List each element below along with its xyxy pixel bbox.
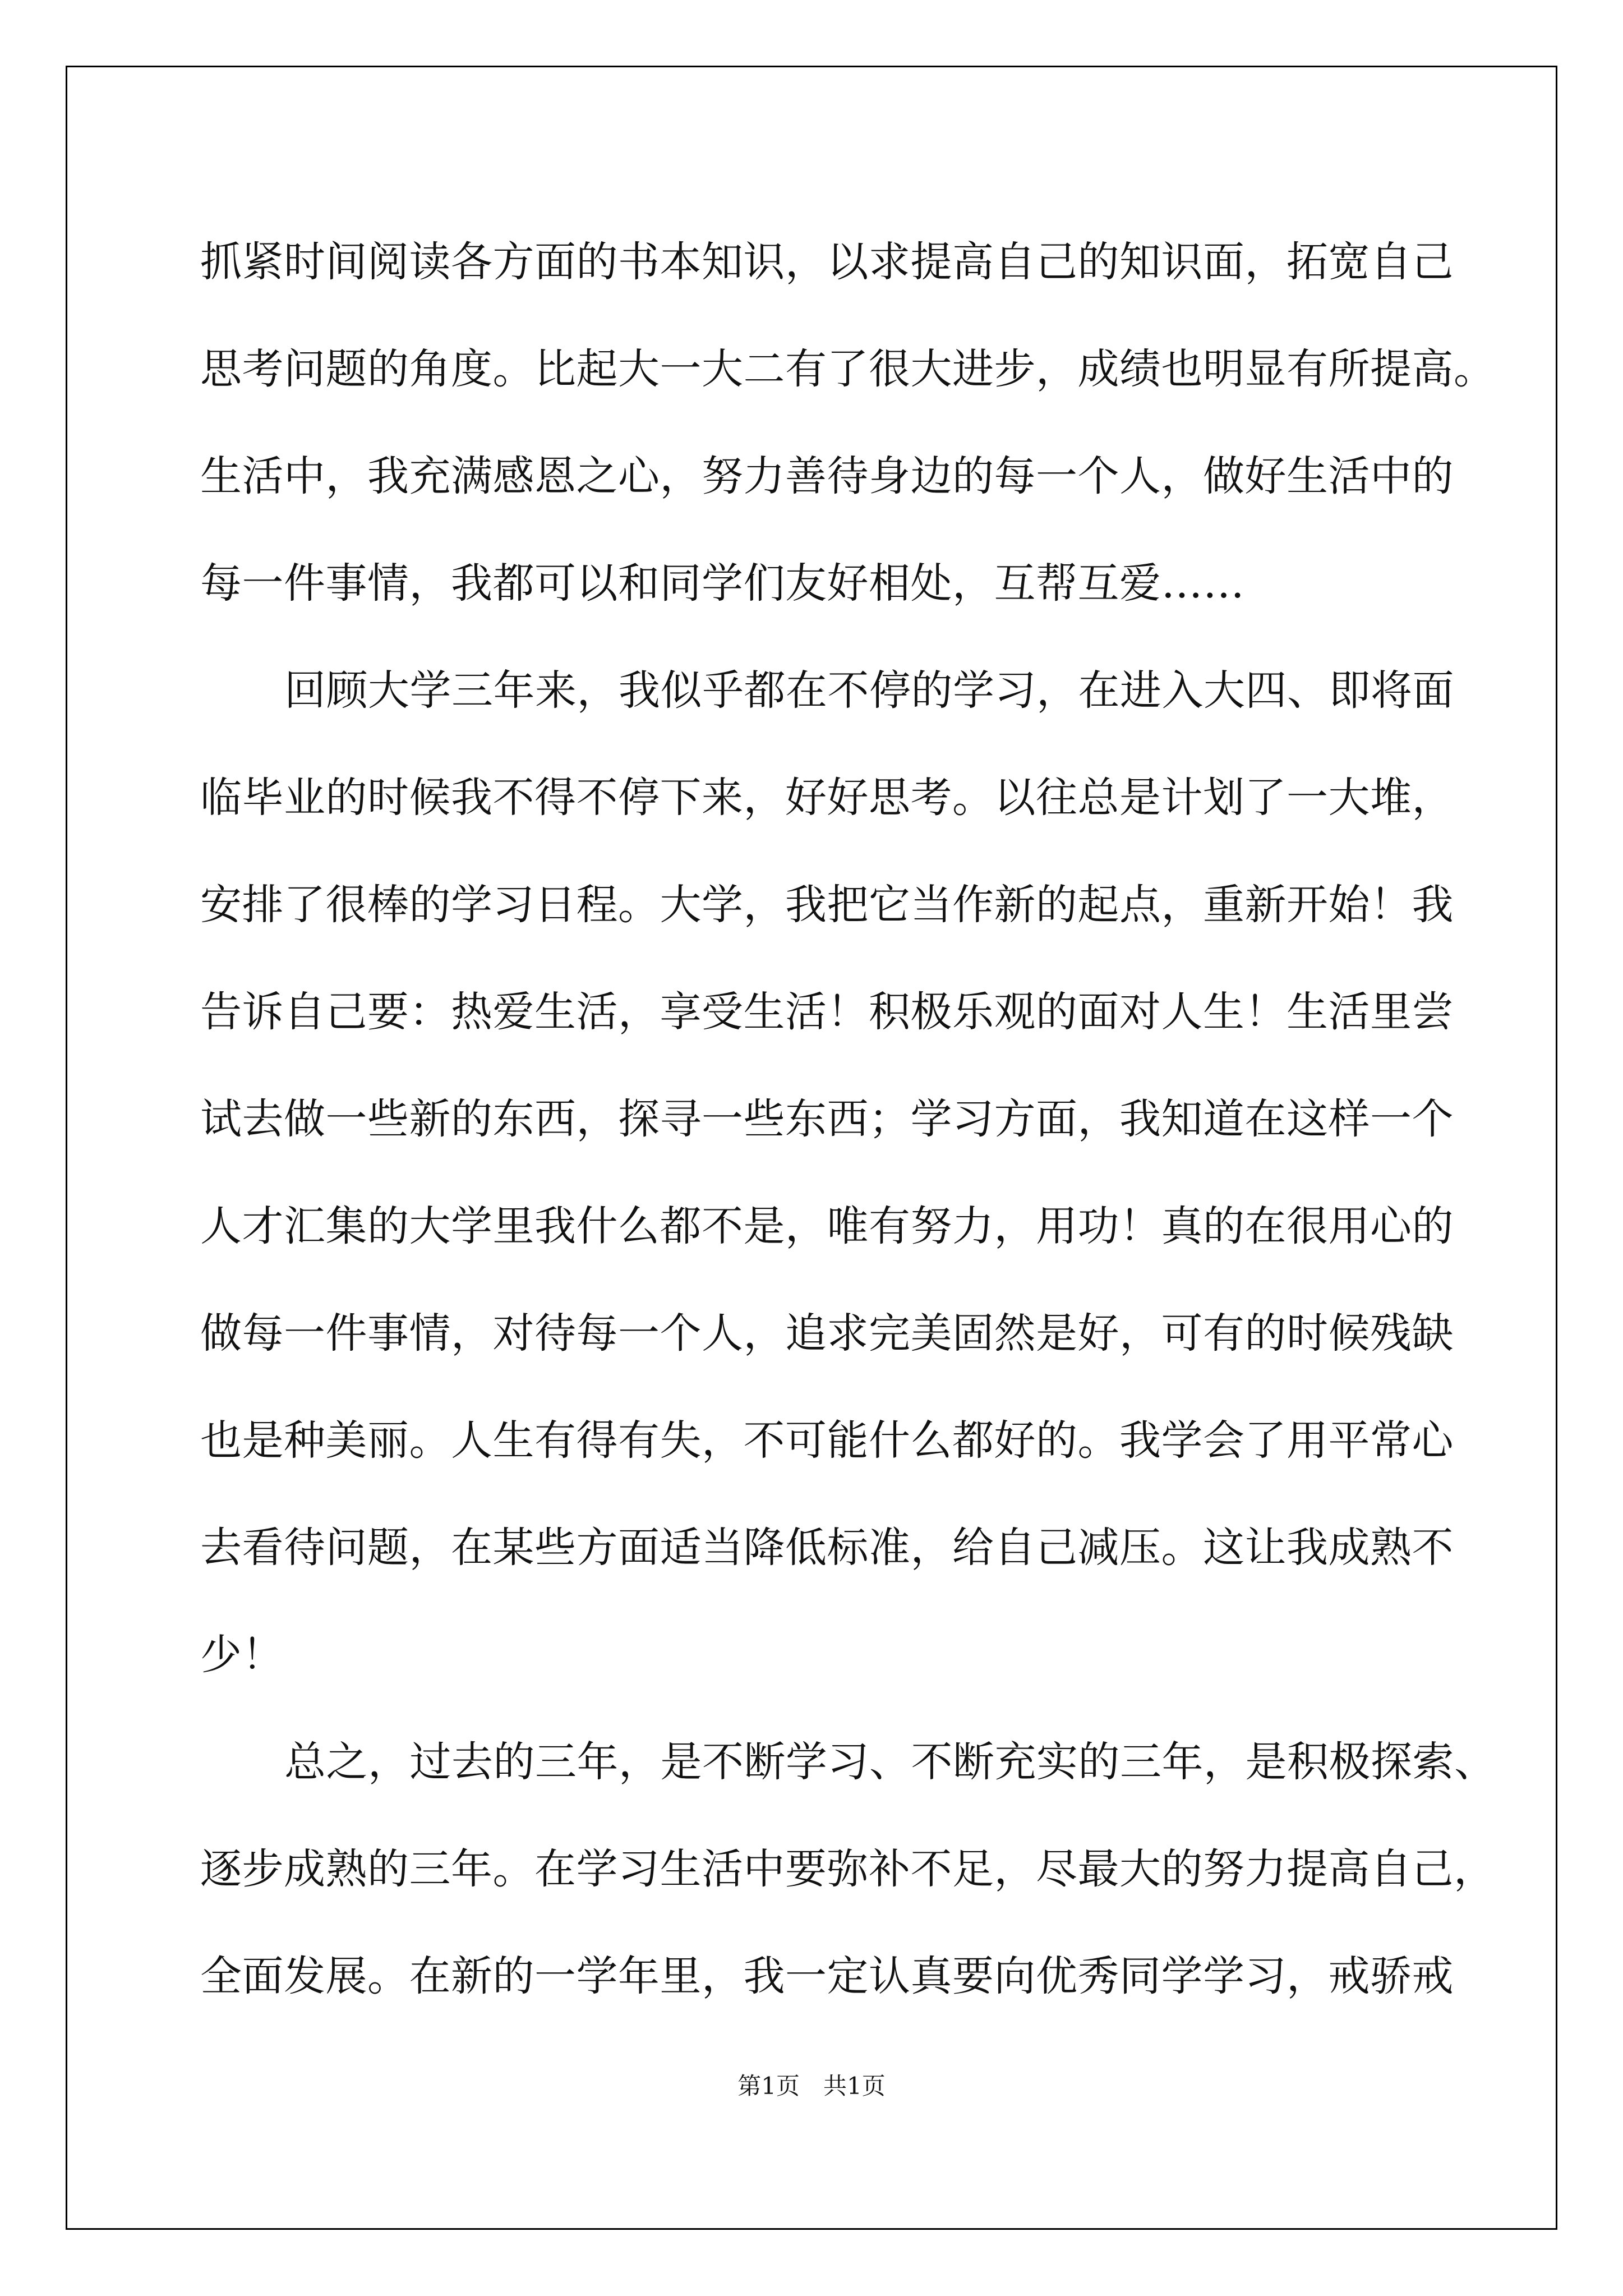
text-line: 抓紧时间阅读各方面的书本知识，以求提高自己的知识面，拓宽自己 bbox=[200, 238, 1454, 286]
page-number: 第1页 共1页 bbox=[737, 2072, 886, 2100]
document-body bbox=[200, 209, 1496, 2030]
text-line: 每一件事情，我都可以和同学们友好相处，互帮互爱…… bbox=[200, 559, 1245, 608]
text-line: 告诉自己要：热爱生活，享受生活！积极乐观的面对人生！生活里尝 bbox=[200, 988, 1454, 1036]
text-line: 人才汇集的大学里我什么都不是，唯有努力，用功！真的在很用心的 bbox=[200, 1202, 1454, 1250]
text-line: 试去做一些新的东西，探寻一些东西；学习方面，我知道在这样一个 bbox=[200, 1095, 1454, 1143]
text-line: 安排了很棒的学习日程。大学，我把它当作新的起点，重新开始！我 bbox=[200, 881, 1454, 929]
text-line: 思考问题的角度。比起大一大二有了很大进步，成绩也明显有所提高。 bbox=[200, 345, 1496, 393]
text-line: 也是种美丽。人生有得有失，不可能什么都好的。我学会了用平常心 bbox=[200, 1416, 1454, 1465]
text-line: 临毕业的时候我不得不停下来，好好思考。以往总是计划了一大堆， bbox=[200, 774, 1454, 822]
page-footer bbox=[0, 2068, 1623, 2101]
paragraph-start-line: 总之，过去的三年，是不断学习、不断充实的三年，是积极探索、 bbox=[284, 1738, 1496, 1786]
text-line: 全面发展。在新的一学年里，我一定认真要向优秀同学学习，戒骄戒 bbox=[200, 1952, 1454, 2000]
text-line: 少！ bbox=[200, 1631, 284, 1679]
paragraph-start-line: 回顾大学三年来，我似乎都在不停的学习，在进入大四、即将面 bbox=[284, 666, 1454, 715]
text-line: 去看待问题，在某些方面适当降低标准，给自己减压。这让我成熟不 bbox=[200, 1524, 1454, 1572]
text-line: 逐步成熟的三年。在学习生活中要弥补不足，尽最大的努力提高自己， bbox=[200, 1845, 1496, 1893]
text-line: 生活中，我充满感恩之心，努力善待身边的每一个人，做好生活中的 bbox=[200, 452, 1454, 500]
text-line: 做每一件事情，对待每一个人，追求完美固然是好，可有的时候残缺 bbox=[200, 1309, 1454, 1358]
